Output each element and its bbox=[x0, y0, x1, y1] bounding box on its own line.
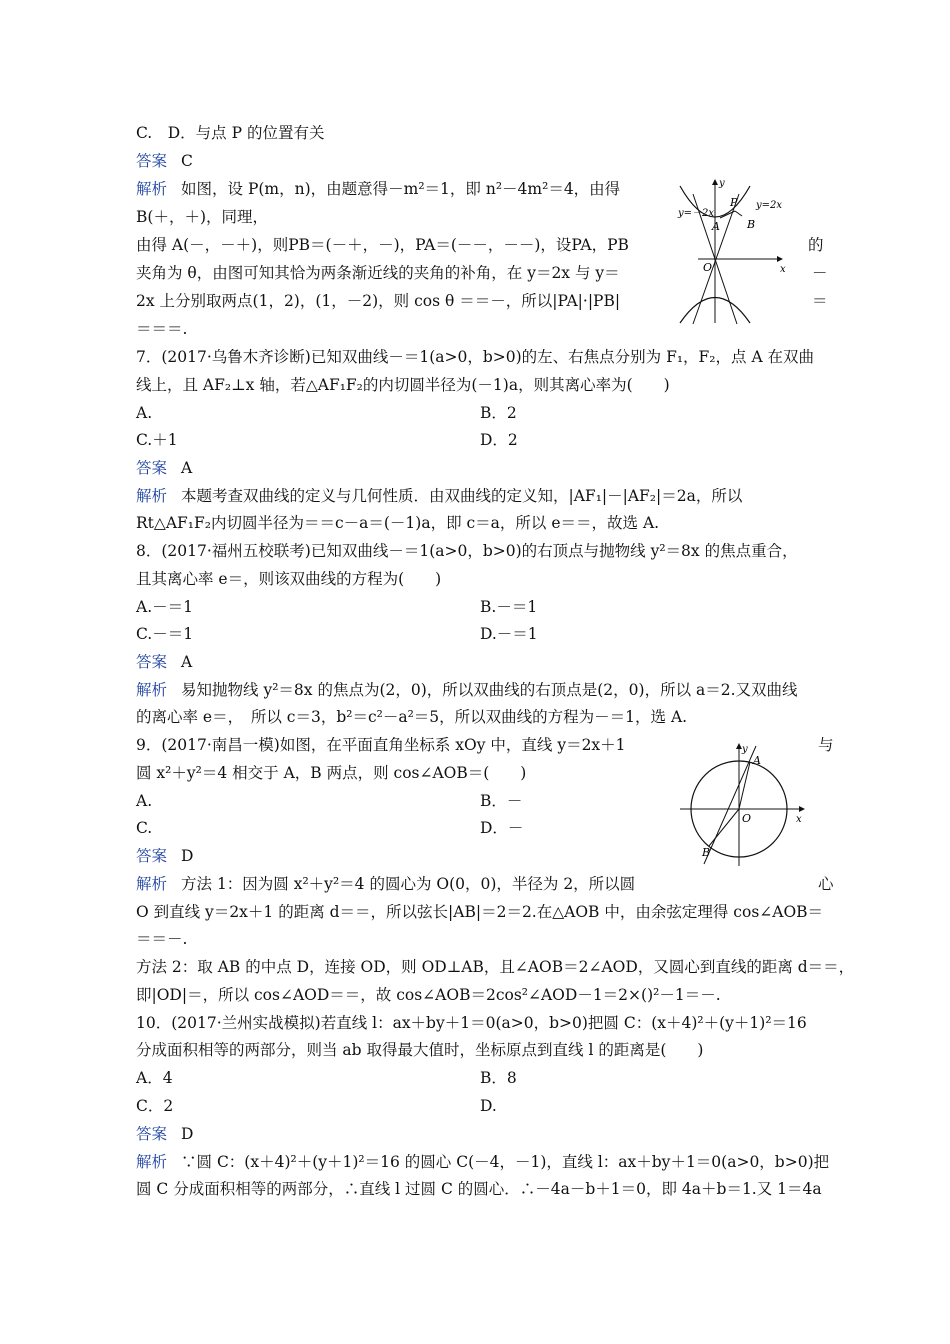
question-7-stem: 线上，且 AF₂⊥x 轴，若△AF₁F₂的内切圆半径为(－1)a，则其离心率为( ) bbox=[136, 376, 670, 394]
segment-pa bbox=[720, 211, 735, 218]
solution-line: ＝＝－. bbox=[136, 930, 188, 948]
solution-line: O 到直线 y＝2x＋1 的距离 d＝＝，所以弦长|AB|＝2＝2.在△AOB 中，由余弦定理得 cos∠AOB＝ bbox=[136, 903, 824, 921]
option-a: A. bbox=[136, 404, 153, 422]
circle-figure bbox=[678, 740, 808, 868]
label-a: A bbox=[712, 220, 720, 233]
option-b: B.－＝1 bbox=[480, 598, 538, 616]
answer-line bbox=[136, 652, 192, 672]
answer-line bbox=[136, 458, 192, 478]
question-9-stem: 圆 x²＋y²＝4 相交于 A，B 两点，则 cos∠AOB＝( ) bbox=[136, 764, 527, 782]
answer-line bbox=[136, 846, 193, 866]
question-7-stem: 7．(2017·乌鲁木齐诊断)已知双曲线－＝1(a>0，b>0)的左、右焦点分别为 F₁，F₂，点 A 在双曲 bbox=[136, 348, 815, 366]
segment-ob bbox=[709, 809, 739, 846]
label-x: x bbox=[780, 264, 786, 275]
solution-line: 由得 A(－，－＋)，则PB＝(－＋，－)，PA＝(－－，－－)，设PA，PB bbox=[136, 236, 629, 254]
solution-line: 2x 上分别取两点(1，2)，(1，－2)，则 cos θ ＝＝－，所以|PA|·|PB| bbox=[136, 292, 621, 310]
option-c: C.＋1 bbox=[136, 431, 178, 449]
option-d: D．2 bbox=[480, 431, 518, 449]
segment-oa bbox=[739, 762, 750, 809]
answer-line bbox=[136, 1124, 193, 1144]
solution-text: 如图，设 P(m，n)，由题意得－m²＝1，即 n²－4m²＝4，由得 bbox=[181, 180, 621, 198]
question-8-stem: 8．(2017·福州五校联考)已知双曲线－＝1(a>0，b>0)的右顶点与抛物线 y²＝8x 的焦点重合， bbox=[136, 542, 798, 560]
answer-value: D bbox=[181, 1125, 194, 1143]
solution-text: ∵圆 C：(x＋4)²＋(y＋1)²＝16 的圆心 C(－4，－1)，直线 l：ax＋by＋1＝0(a>0，b>0)把 bbox=[181, 1153, 830, 1171]
label-y-neg-2x: y=－2x bbox=[678, 208, 715, 219]
solution-line bbox=[136, 874, 635, 894]
question-9-stem: 9．(2017·南昌一模)如图，在平面直角坐标系 xOy 中，直线 y＝2x＋1 bbox=[136, 736, 626, 754]
question-9-stem-tail: 与 bbox=[818, 736, 834, 754]
option-c: C．2 bbox=[136, 1097, 174, 1115]
solution-line: 即|OD|＝，所以 cos∠AOD＝＝，故 cos∠AOB＝2cos²∠AOD－1＝2×()²－1＝－. bbox=[136, 986, 721, 1004]
solution-line bbox=[136, 680, 798, 700]
solution-tag: 解析 bbox=[136, 180, 168, 198]
solution-tag: 解析 bbox=[136, 875, 168, 893]
option-a: A.－＝1 bbox=[136, 598, 193, 616]
label-y-2x: y=2x bbox=[756, 200, 783, 211]
label-p: P bbox=[730, 196, 738, 209]
option-b: B．2 bbox=[480, 404, 517, 422]
answer-line bbox=[136, 151, 193, 171]
answer-tag: 答案 bbox=[136, 847, 168, 865]
label-b: B bbox=[747, 218, 756, 231]
option-d: D.－＝1 bbox=[480, 625, 538, 643]
solution-line: B(＋，＋)，同理， bbox=[136, 208, 268, 226]
solution-text: 本题考查双曲线的定义与几何性质．由双曲线的定义知，|AF₁|－|AF₂|＝2a，所以 bbox=[181, 487, 743, 505]
label-o: O bbox=[742, 812, 752, 825]
answer-value: A bbox=[181, 459, 193, 477]
solution-line bbox=[136, 179, 620, 199]
label-a: A bbox=[753, 754, 761, 767]
solution-line bbox=[136, 486, 742, 506]
option-a: A．4 bbox=[136, 1069, 173, 1087]
solution-tag: 解析 bbox=[136, 1153, 168, 1171]
answer-tag: 答案 bbox=[136, 653, 168, 671]
answer-tag: 答案 bbox=[136, 152, 168, 170]
solution-text: 方法 1：因为圆 x²＋y²＝4 的圆心为 O(0，0)，半径为 2，所以圆 bbox=[181, 875, 636, 893]
solution-text: 易知抛物线 y²＝8x 的焦点为(2，0)，所以双曲线的右顶点是(2，0)，所以 a＝2.又双曲线 bbox=[181, 681, 798, 699]
option-c: C.－＝1 bbox=[136, 625, 194, 643]
answer-value: D bbox=[181, 847, 194, 865]
option-c: C. bbox=[136, 819, 153, 837]
solution-tag: 解析 bbox=[136, 487, 168, 505]
solution-line bbox=[136, 1152, 829, 1172]
question-10-stem: 分成面积相等的两部分，则当 ab 取得最大值时，坐标原点到直线 l 的距离是( ) bbox=[136, 1041, 704, 1059]
option-cd: C. D．与点 P 的位置有关 bbox=[136, 124, 325, 142]
option-b: B．－ bbox=[480, 792, 523, 810]
option-d: D．－ bbox=[480, 819, 524, 837]
solution-line-tail: ＝ bbox=[812, 292, 828, 310]
answer-tag: 答案 bbox=[136, 1125, 168, 1143]
option-b: B．8 bbox=[480, 1069, 517, 1087]
option-a: A. bbox=[136, 792, 153, 810]
label-y: y bbox=[719, 178, 725, 189]
answer-tag: 答案 bbox=[136, 459, 168, 477]
solution-line-tail: － bbox=[812, 264, 828, 282]
solution-line: 夹角为 θ，由图可知其恰为两条渐近线的夹角的补角，在 y＝2x 与 y＝ bbox=[136, 264, 620, 282]
hyperbola-figure bbox=[676, 176, 800, 326]
label-x: x bbox=[796, 814, 802, 825]
solution-line: 圆 C 分成面积相等的两部分，∴直线 l 过圆 C 的圆心．∴－4a－b＋1＝0，即 4a＋b＝1.又 1＝4a bbox=[136, 1180, 822, 1198]
solution-line-tail: 心 bbox=[818, 875, 834, 893]
label-o: O bbox=[703, 261, 713, 274]
line-y-2x-1 bbox=[704, 746, 756, 864]
solution-line: 的离心率 e＝， 所以 c＝3，b²＝c²－a²＝5，所以双曲线的方程为－＝1，选 A. bbox=[136, 708, 688, 726]
answer-value: A bbox=[181, 653, 193, 671]
label-b: B bbox=[702, 846, 711, 859]
question-8-stem: 且其离心率 e＝，则该双曲线的方程为( ) bbox=[136, 570, 442, 588]
answer-value: C bbox=[181, 152, 193, 170]
solution-tag: 解析 bbox=[136, 681, 168, 699]
solution-line: 方法 2：取 AB 的中点 D，连接 OD，则 OD⊥AB，且∠AOB＝2∠AOD，又圆心到直线的距离 d＝＝， bbox=[136, 958, 855, 976]
solution-line: Rt△AF₁F₂内切圆半径为＝＝c－a＝(－1)a，即 c＝a，所以 e＝＝，故选 A. bbox=[136, 514, 660, 532]
label-y: y bbox=[742, 744, 748, 755]
question-10-stem: 10．(2017·兰州实战模拟)若直线 l：ax＋by＋1＝0(a>0，b>0)把圆 C：(x＋4)²＋(y＋1)²＝16 bbox=[136, 1014, 807, 1032]
solution-line-tail: 的 bbox=[808, 236, 824, 254]
solution-line: ＝＝＝. bbox=[136, 320, 188, 338]
segment-pb bbox=[735, 211, 742, 216]
option-d: D. bbox=[480, 1097, 497, 1115]
